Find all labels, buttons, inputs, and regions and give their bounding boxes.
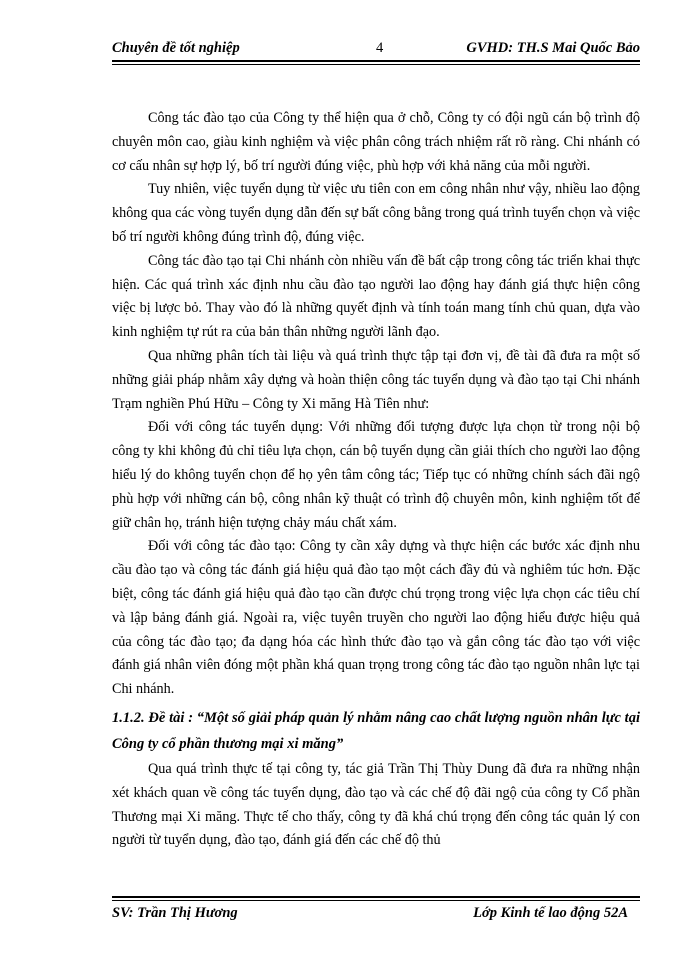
footer-class: Lớp Kinh tế lao động 52A [473,905,628,921]
page-footer [112,903,640,929]
header-advisor: GVHD: TH.S Mai Quốc Bảo [466,40,640,56]
footer-rule [112,896,640,901]
section-heading: 1.1.2. Đề tài : “Một số giải pháp quản lý nhằm nâng cao chất lượng nguồn nhân lực tại Công ty cổ phần thương mại xi măng” [112,709,640,752]
paragraph: Qua quá trình thực tế tại công ty, tác giả Trần Thị Thùy Dung đã đưa ra những nhận xét khách quan về công tác tuyển dụng, đào tạo và các chế độ đãi ngộ của công ty Cổ phần Thương mại Xi măng. Thực tế cho thấy, công ty đã khá chú trọng đến công tác quản lý con người từ tuyển dụng, đào tạo, đánh giá đến các chế độ thủ [112,760,640,849]
page-number: 4 [376,40,384,56]
paragraph: Đối với công tác đào tạo: Công ty cần xây dựng và thực hiện các bước xác định nhu cầu đào tạo và công tác đánh giá hiệu quả đào tạo một cách đầy đủ và nghiêm túc hơn. Đặc biệt, công tác đánh giá hiệu quả đào tạo cần được chú trọng trong việc lựa chọn các tiêu chí và lập bảng đánh giá. Ngoài ra, việc tuyên truyền cho người lao động hiểu được hiệu quả của công tác đào tạo; đa dạng hóa các hình thức đào tạo và gắn công tác đào tạo với việc đánh giá nhân viên đóng một phần khá quan trọng trong công tác đào tạo nguồn nhân lực tại Chi nhánh. [112,538,640,698]
footer-student: SV: Trần Thị Hương [112,905,238,921]
paragraph: Qua những phân tích tài liệu và quá trình thực tập tại đơn vị, đề tài đã đưa ra một số những giải pháp nhằm xây dựng và hoàn thiện công tác tuyển dụng và đào tạo tại Chi nhánh Trạm nghiền Phú Hữu – Công ty Xi măng Hà Tiên như: [112,347,640,412]
paragraph: Công tác đào tạo tại Chi nhánh còn nhiều vấn đề bất cập trong công tác triển khai thực hiện. Các quá trình xác định nhu cầu đào tạo người lao động hay đánh giá thực hiện công việc bị lược bỏ. Thay vào đó là những quyết định và tính toán mang tính chủ quan, dựa vào kinh nghiệm tự rút ra của bản thân những người lãnh đạo. [112,252,640,341]
header-document-type: Chuyên đề tốt nghiệp [112,40,240,56]
paragraph: Công tác đào tạo của Công ty thể hiện qua ở chỗ, Công ty có đội ngũ cán bộ trình độ chuyên môn cao, giàu kinh nghiệm và việc phân công trách nhiệm rất rõ ràng. Chi nhánh có cơ cấu nhân sự hợp lý, bố trí người đúng việc, phù hợp với khả năng của mỗi người. [112,110,640,174]
page-body [112,107,640,853]
paragraph: Đối với công tác tuyển dụng: Với những đối tượng được lựa chọn từ trong nội bộ công ty khi không đủ chỉ tiêu lựa chọn, cán bộ tuyển dụng cần giải thích cho người lao động hiểu lý do không tuyển chọn để họ yên tâm công tác; Tiếp tục có những chính sách đãi ngộ phù hợp với những cán bộ, công nhân kỹ thuật có trình độ chuyên môn, kinh nghiệm tốt để giữ chân họ, tránh hiện tượng chảy máu chất xám. [112,419,640,531]
header-rule [112,60,640,65]
paragraph: Tuy nhiên, việc tuyển dụng từ việc ưu tiên con em công nhân như vậy, nhiều lao động không qua các vòng tuyển dụng dẫn đến sự bất công bằng trong quá trình tuyển chọn và việc bố trí người không đúng trình độ, đúng việc. [112,181,640,245]
